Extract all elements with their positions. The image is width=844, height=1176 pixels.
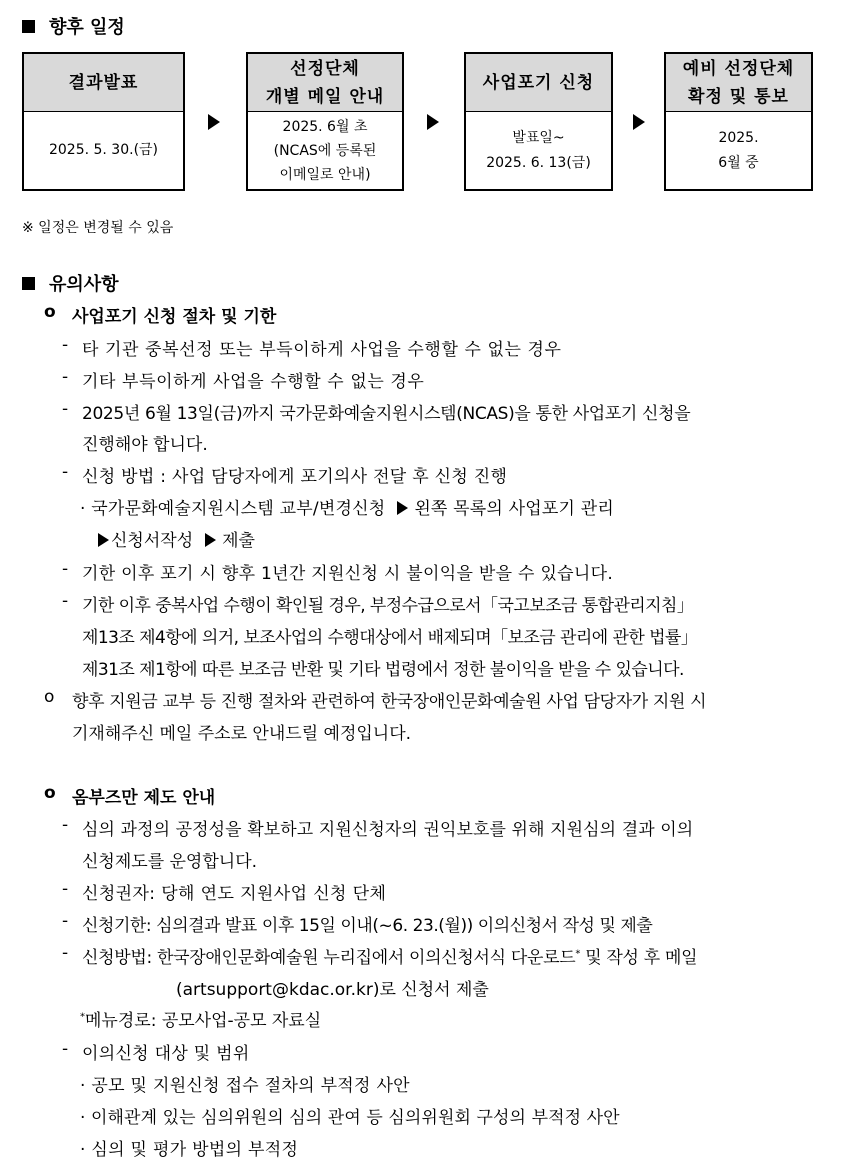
dash-bullet: - bbox=[62, 911, 69, 931]
schedule-note: ※ 일정은 변경될 수 있음 bbox=[22, 220, 174, 236]
contact-line: 향후 지원금 교부 등 진행 절차와 관련하여 한국장애인문화예술원 사업 담당자가 지원 시 bbox=[72, 692, 707, 712]
dash-bullet: - bbox=[62, 462, 69, 482]
dash-bullet: - bbox=[62, 591, 69, 611]
schedule-step-confirm bbox=[664, 52, 813, 191]
giveup-item-duplicate-penalty-cont2: 제31조 제1항에 따른 보조금 반환 및 기타 법령에서 정한 불이익을 받을 수 있습니다. bbox=[82, 660, 684, 680]
dash-bullet: - bbox=[62, 335, 69, 355]
contact-bullet: o bbox=[44, 687, 55, 707]
dash-bullet: - bbox=[62, 399, 69, 419]
schedule-section-title: 향후 일정 bbox=[22, 13, 125, 39]
arrow-right-icon bbox=[208, 114, 220, 130]
schedule-step-giveup bbox=[464, 52, 613, 191]
arrow-right-icon bbox=[98, 533, 109, 547]
ombuds-item-period: 신청기한: 심의결과 발표 이후 15일 이내(~6. 23.(월)) 이의신청서 작성 및 제출 bbox=[82, 916, 653, 936]
dash-bullet: - bbox=[62, 1039, 69, 1059]
dash-bullet: - bbox=[62, 943, 69, 963]
giveup-item-other: 기타 부득이하게 사업을 수행할 수 없는 경우 bbox=[82, 372, 425, 392]
giveup-item-penalty: 기한 이후 포기 시 향후 1년간 지원신청 시 불이익을 받을 수 있습니다. bbox=[82, 564, 614, 584]
step-header: 사업포기 신청 bbox=[466, 54, 611, 112]
dash-bullet: - bbox=[62, 367, 69, 387]
giveup-method-path: · 국가문화예술지원시스템 교부/변경신청 왼쪽 목록의 사업포기 관리 bbox=[80, 499, 614, 519]
dash-bullet: - bbox=[62, 879, 69, 899]
ombuds-bullet: o bbox=[44, 783, 56, 803]
dash-bullet: - bbox=[62, 559, 69, 579]
square-bullet-icon bbox=[22, 20, 35, 33]
square-bullet-icon bbox=[22, 277, 35, 290]
schedule-step-result bbox=[22, 52, 185, 191]
step-header: 선정단체 개별 메일 안내 bbox=[248, 54, 402, 112]
arrow-right-icon bbox=[205, 533, 216, 547]
step-body: 2025. 6월 중 bbox=[718, 129, 759, 171]
giveup-item-duplicate-penalty: 기한 이후 중복사업 수행이 확인될 경우, 부정수급으로서「국고보조금 통합관리지침」 bbox=[82, 596, 694, 616]
arrow-right-icon bbox=[633, 114, 645, 130]
ombuds-item-method-cont: (artsupport@kdac.or.kr)로 신청서 제출 bbox=[176, 980, 489, 1000]
ombuds-item-eligible: 신청권자: 당해 연도 지원사업 신청 단체 bbox=[82, 884, 387, 904]
ombuds-heading: 옴부즈만 제도 안내 bbox=[72, 788, 216, 808]
giveup-item-duplicate-penalty-cont1: 제13조 제4항에 의거, 보조사업의 수행대상에서 배제되며「보조금 관리에 관한 법률」 bbox=[82, 628, 698, 648]
step-header: 예비 선정단체 확정 및 통보 bbox=[666, 54, 811, 112]
ombuds-item-purpose: 심의 과정의 공정성을 확보하고 지원신청자의 권익보호를 위해 지원심의 결과 이의 bbox=[82, 820, 694, 840]
giveup-bullet: o bbox=[44, 302, 56, 322]
ombuds-scope-procedure: · 공모 및 지원신청 접수 절차의 부적정 사안 bbox=[80, 1076, 410, 1096]
ombuds-scope-evaluation: · 심의 및 평가 방법의 부적정 bbox=[80, 1140, 299, 1160]
ombuds-item-scope: 이의신청 대상 및 범위 bbox=[82, 1044, 250, 1064]
arrow-right-icon bbox=[427, 114, 439, 130]
step-body: 2025. 5. 30.(금) bbox=[48, 142, 159, 158]
ombuds-scope-committee: · 이해관계 있는 심의위원의 심의 관여 등 심의위원회 구성의 부적정 사안 bbox=[80, 1108, 620, 1128]
giveup-item-deadline: 2025년 6월 13일(금)까지 국가문화예술지원시스템(NCAS)을 통한 사업포기 신청을 bbox=[82, 404, 691, 424]
dash-bullet: - bbox=[62, 815, 69, 835]
contact-line-cont: 기재해주신 메일 주소로 안내드릴 예정입니다. bbox=[72, 724, 412, 744]
cautions-section-title: 유의사항 bbox=[22, 270, 119, 296]
giveup-item-deadline-cont: 진행해야 합니다. bbox=[82, 435, 208, 455]
ombuds-footnote: *메뉴경로: 공모사업-공모 자료실 bbox=[80, 1011, 322, 1031]
step-body: 2025. 6월 초 (NCAS에 등록된 이메일로 안내) bbox=[273, 118, 377, 183]
giveup-item-method: 신청 방법 : 사업 담당자에게 포기의사 전달 후 신청 진행 bbox=[82, 467, 508, 487]
step-body: 발표일~ 2025. 6. 13(금) bbox=[486, 129, 591, 171]
ombuds-item-purpose-cont: 신청제도를 운영합니다. bbox=[82, 852, 258, 872]
ombuds-item-method: 신청방법: 한국장애인문화예술원 누리집에서 이의신청서식 다운로드* 및 작성 후 메일 bbox=[82, 948, 698, 968]
giveup-method-path-cont: 신청서작성 제출 bbox=[86, 526, 255, 551]
arrow-right-icon bbox=[397, 501, 408, 515]
giveup-item-duplicate: 타 기관 중복선정 또는 부득이하게 사업을 수행할 수 없는 경우 bbox=[82, 340, 562, 360]
giveup-heading: 사업포기 신청 절차 및 기한 bbox=[72, 307, 277, 327]
schedule-step-email bbox=[246, 52, 404, 191]
step-header: 결과발표 bbox=[24, 54, 183, 112]
